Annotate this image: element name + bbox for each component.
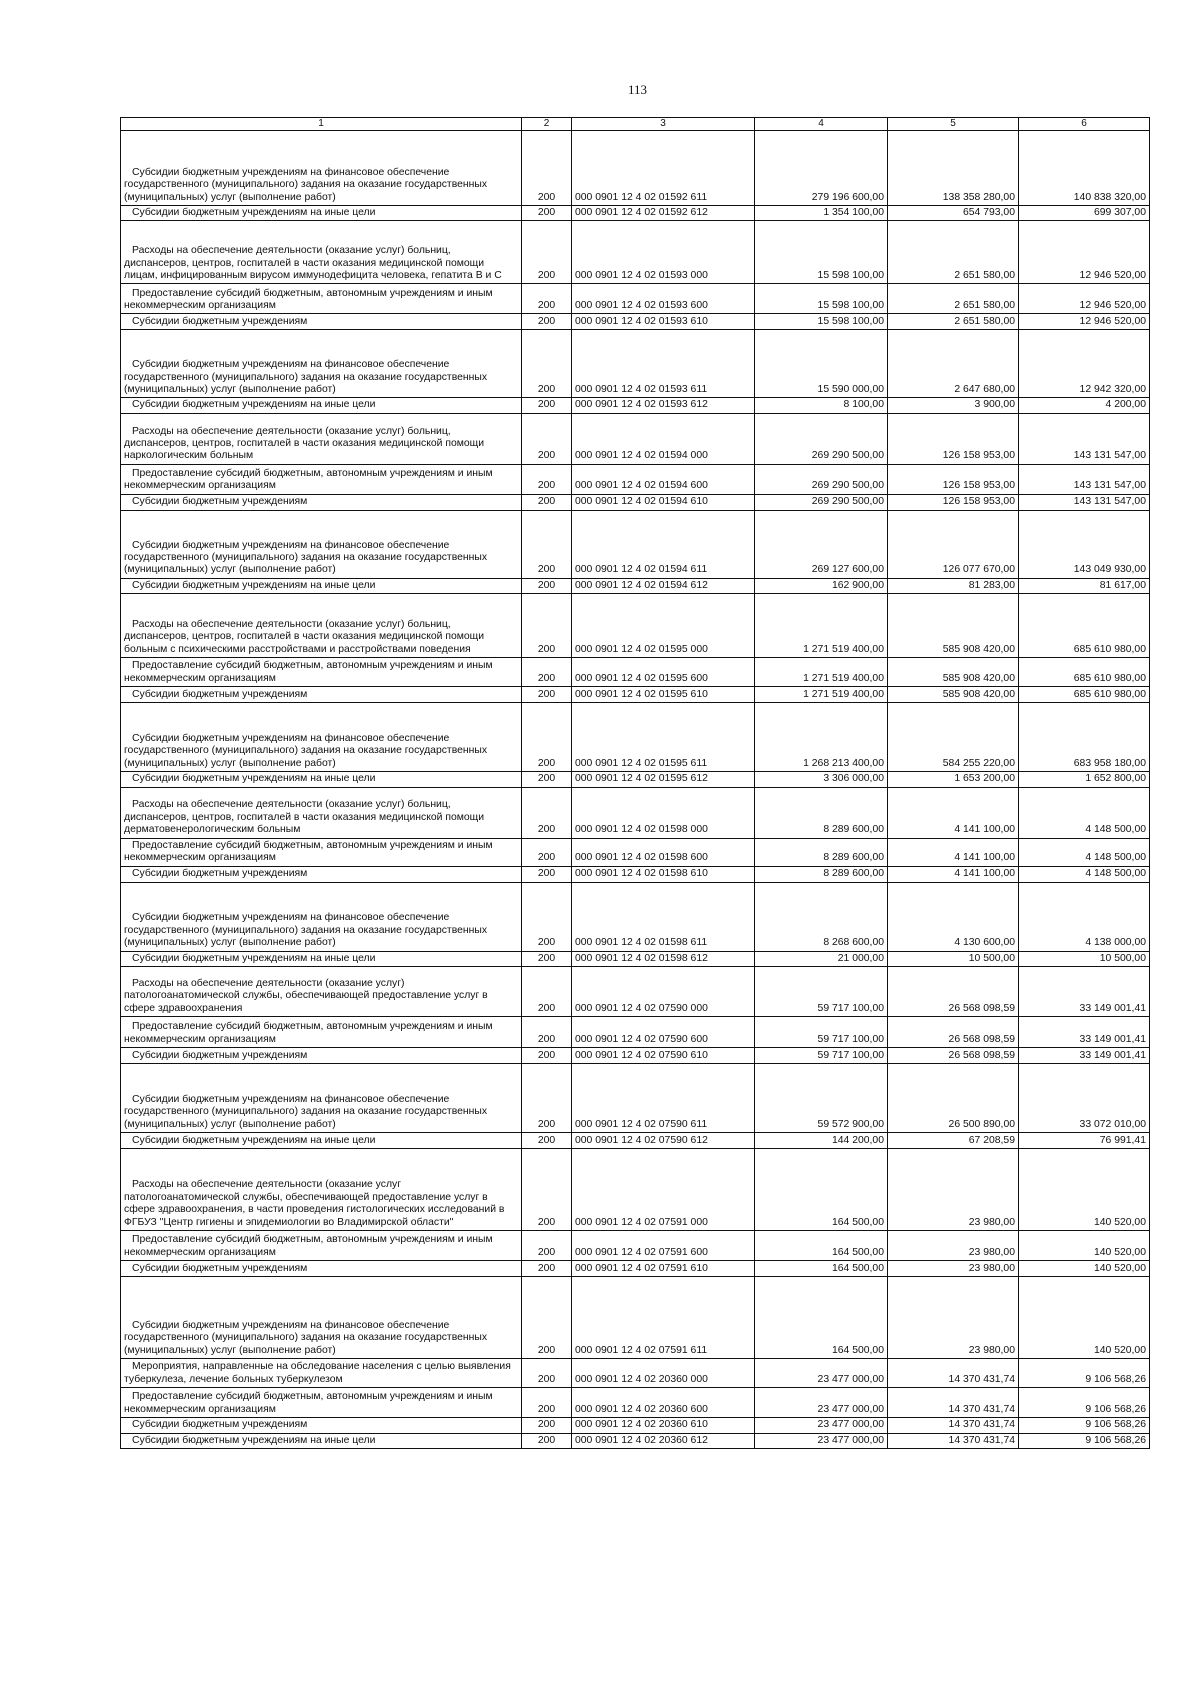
row-name-text: Субсидии бюджетным учреждениям на иные цели [132, 952, 376, 964]
column-header: 5 [888, 118, 1019, 131]
row-name-cell [121, 494, 522, 510]
row-admin-code-cell: 200 [522, 510, 572, 578]
row-amount-col5-cell: 10 500,00 [888, 951, 1019, 966]
row-admin-code-cell: 200 [522, 494, 572, 510]
row-name-text: Расходы на обеспечение деятельности (оказание услуг) больниц, диспансеров, центров, госпиталей в части оказания медицинской помощи наркологическим больным [124, 425, 485, 462]
table-row [121, 882, 1150, 951]
row-name-text: Субсидии бюджетным учреждениям на финансовое обеспечение государственного (муниципального) задания на оказание государственных (муниципальных) услуг (выполнение работ) [124, 733, 488, 769]
row-amount-col4-cell: 269 290 500,00 [755, 413, 888, 464]
row-amount-col4-cell: 15 598 100,00 [755, 221, 888, 284]
row-amount-col4-cell: 59 717 100,00 [755, 1048, 888, 1064]
row-admin-code-cell: 200 [522, 1064, 572, 1133]
row-budget-code-cell: 000 0901 12 4 02 20360 610 [572, 1418, 755, 1433]
row-budget-code-cell: 000 0901 12 4 02 07591 610 [572, 1261, 755, 1277]
row-name-cell [121, 1261, 522, 1277]
row-amount-col4-cell: 164 500,00 [755, 1231, 888, 1261]
row-amount-col6-cell: 33 149 001,41 [1019, 1048, 1150, 1064]
row-amount-col5-cell: 138 358 280,00 [888, 131, 1019, 206]
column-header: 1 [121, 118, 522, 131]
row-name-cell [121, 1133, 522, 1149]
row-name-text: Субсидии бюджетным учреждениям на иные цели [132, 399, 376, 411]
row-amount-col6-cell: 4 148 500,00 [1019, 838, 1150, 866]
table-body [121, 131, 1150, 1449]
table-row [121, 866, 1150, 882]
row-admin-code-cell: 200 [522, 398, 572, 413]
row-amount-col5-cell: 585 908 420,00 [888, 594, 1019, 658]
row-budget-code-cell: 000 0901 12 4 02 01593 600 [572, 284, 755, 314]
row-amount-col4-cell: 164 500,00 [755, 1277, 888, 1359]
row-name-text: Субсидии бюджетным учреждениям на иные цели [132, 207, 376, 218]
column-header: 2 [522, 118, 572, 131]
row-name-cell [121, 131, 522, 206]
row-name-text: Субсидии бюджетным учреждениям на иные цели [132, 1134, 376, 1146]
row-amount-col6-cell: 12 946 520,00 [1019, 221, 1150, 284]
table-row [121, 967, 1150, 1017]
row-name-cell [121, 787, 522, 838]
row-name-text: Расходы на обеспечение деятельности (оказание услуг) больниц, диспансеров, центров, госпиталей в части оказания медицинской помощи больным с психическими расстройствами и расстройствами поведения [124, 619, 485, 655]
row-name-cell [121, 951, 522, 966]
row-budget-code-cell: 000 0901 12 4 02 01595 612 [572, 772, 755, 787]
row-admin-code-cell: 200 [522, 1149, 572, 1231]
row-amount-col6-cell: 683 958 180,00 [1019, 703, 1150, 772]
row-amount-col6-cell: 12 946 520,00 [1019, 314, 1150, 330]
row-name-text: Предоставление субсидий бюджетным, автономным учреждениям и иным некоммерческим организациям [124, 1391, 493, 1415]
row-name-cell [121, 703, 522, 772]
table-row [121, 1359, 1150, 1388]
table-row [121, 1149, 1150, 1231]
row-name-cell [121, 1064, 522, 1133]
row-name-cell [121, 658, 522, 687]
row-amount-col4-cell: 23 477 000,00 [755, 1418, 888, 1433]
row-admin-code-cell: 200 [522, 330, 572, 398]
row-budget-code-cell: 000 0901 12 4 02 07590 610 [572, 1048, 755, 1064]
row-name-text: Предоставление субсидий бюджетным, автономным учреждениям и иным некоммерческим организациям [124, 1234, 493, 1258]
row-admin-code-cell: 200 [522, 206, 572, 221]
row-amount-col4-cell: 279 196 600,00 [755, 131, 888, 206]
row-amount-col6-cell: 4 200,00 [1019, 398, 1150, 413]
row-amount-col4-cell: 15 598 100,00 [755, 314, 888, 330]
row-name-cell [121, 838, 522, 866]
row-admin-code-cell: 200 [522, 464, 572, 494]
row-amount-col5-cell: 585 908 420,00 [888, 658, 1019, 687]
row-name-text: Предоставление субсидий бюджетным, автономным учреждениям и иным некоммерческим организациям [124, 468, 493, 492]
row-amount-col5-cell: 14 370 431,74 [888, 1359, 1019, 1388]
row-amount-col5-cell: 14 370 431,74 [888, 1388, 1019, 1418]
row-admin-code-cell: 200 [522, 413, 572, 464]
row-name-text: Субсидии бюджетным учреждениям [132, 688, 308, 700]
table-row [121, 658, 1150, 687]
row-amount-col5-cell: 23 980,00 [888, 1261, 1019, 1277]
row-budget-code-cell: 000 0901 12 4 02 01592 611 [572, 131, 755, 206]
row-budget-code-cell: 000 0901 12 4 02 01593 000 [572, 221, 755, 284]
row-amount-col5-cell: 26 500 890,00 [888, 1064, 1019, 1133]
row-amount-col5-cell: 2 651 580,00 [888, 314, 1019, 330]
row-admin-code-cell: 200 [522, 1433, 572, 1448]
row-amount-col4-cell: 15 590 000,00 [755, 330, 888, 398]
row-amount-col4-cell: 144 200,00 [755, 1133, 888, 1149]
row-name-text: Расходы на обеспечение деятельности (оказание услуг) больниц, диспансеров, центров, госпиталей в части оказания медицинской помощи дерматовенерологическим больным [124, 799, 485, 836]
row-amount-col5-cell: 23 980,00 [888, 1149, 1019, 1231]
row-name-cell [121, 398, 522, 413]
row-budget-code-cell: 000 0901 12 4 02 01598 612 [572, 951, 755, 966]
row-name-text: Субсидии бюджетным учреждениям [132, 1419, 308, 1431]
row-name-cell [121, 1277, 522, 1359]
row-amount-col5-cell: 14 370 431,74 [888, 1418, 1019, 1433]
row-name-cell [121, 510, 522, 578]
column-header: 3 [572, 118, 755, 131]
row-amount-col5-cell: 2 651 580,00 [888, 221, 1019, 284]
row-amount-col6-cell: 33 149 001,41 [1019, 1017, 1150, 1048]
row-amount-col4-cell: 8 289 600,00 [755, 787, 888, 838]
row-name-text: Субсидии бюджетным учреждениям на финансовое обеспечение государственного (муниципального) задания на оказание государственных (муниципальных) услуг (выполнение работ) [124, 359, 488, 395]
row-amount-col5-cell: 2 651 580,00 [888, 284, 1019, 314]
row-name-text: Расходы на обеспечение деятельности (оказание услуг) больниц, диспансеров, центров, госпиталей в части оказания медицинской помощи лицам, инфицированным вирусом иммунодефицита человека, гепатита В и С [124, 245, 502, 281]
row-budget-code-cell: 000 0901 12 4 02 01593 610 [572, 314, 755, 330]
row-name-cell [121, 866, 522, 882]
table-row [121, 1231, 1150, 1261]
row-amount-col6-cell: 12 946 520,00 [1019, 284, 1150, 314]
row-amount-col5-cell: 23 980,00 [888, 1277, 1019, 1359]
row-name-cell [121, 284, 522, 314]
table-row [121, 330, 1150, 398]
row-admin-code-cell: 200 [522, 314, 572, 330]
table-row [121, 510, 1150, 578]
row-budget-code-cell: 000 0901 12 4 02 07591 600 [572, 1231, 755, 1261]
table-row [121, 206, 1150, 221]
table-row [121, 284, 1150, 314]
row-admin-code-cell: 200 [522, 838, 572, 866]
row-admin-code-cell: 200 [522, 578, 572, 593]
row-name-cell [121, 1231, 522, 1261]
row-admin-code-cell: 200 [522, 951, 572, 966]
row-name-cell [121, 967, 522, 1017]
row-budget-code-cell: 000 0901 12 4 02 07591 611 [572, 1277, 755, 1359]
row-name-cell [121, 1149, 522, 1231]
row-amount-col6-cell: 699 307,00 [1019, 206, 1150, 221]
row-amount-col6-cell: 81 617,00 [1019, 578, 1150, 593]
row-budget-code-cell: 000 0901 12 4 02 01595 610 [572, 687, 755, 703]
row-admin-code-cell: 200 [522, 1017, 572, 1048]
row-amount-col6-cell: 140 520,00 [1019, 1261, 1150, 1277]
table-row [121, 951, 1150, 966]
table-row [121, 1388, 1150, 1418]
row-budget-code-cell: 000 0901 12 4 02 20360 612 [572, 1433, 755, 1448]
row-amount-col5-cell: 67 208,59 [888, 1133, 1019, 1149]
row-name-cell [121, 206, 522, 221]
row-name-text: Субсидии бюджетным учреждениям на финансовое обеспечение государственного (муниципального) задания на оказание государственных (муниципальных) услуг (выполнение работ) [124, 539, 488, 576]
row-name-cell [121, 314, 522, 330]
row-amount-col4-cell: 59 572 900,00 [755, 1064, 888, 1133]
row-amount-col4-cell: 269 290 500,00 [755, 464, 888, 494]
row-amount-col6-cell: 10 500,00 [1019, 951, 1150, 966]
row-name-text: Предоставление субсидий бюджетным, автономным учреждениям и иным некоммерческим организациям [124, 839, 493, 864]
row-name-text: Предоставление субсидий бюджетным, автономным учреждениям и иным некоммерческим организациям [124, 287, 493, 311]
row-admin-code-cell: 200 [522, 882, 572, 951]
table-row [121, 838, 1150, 866]
page-number: 113 [627, 82, 648, 97]
row-name-cell [121, 687, 522, 703]
row-budget-code-cell: 000 0901 12 4 02 01598 000 [572, 787, 755, 838]
row-name-text: Расходы на обеспечение деятельности (оказание услуг) патологоанатомической службы, обеспечивающей предоставление услуг в сфере здравоохранения [124, 977, 488, 1014]
row-admin-code-cell: 200 [522, 1048, 572, 1064]
row-amount-col5-cell: 4 141 100,00 [888, 838, 1019, 866]
table-row [121, 494, 1150, 510]
row-amount-col5-cell: 2 647 680,00 [888, 330, 1019, 398]
row-name-cell [121, 578, 522, 593]
row-amount-col4-cell: 8 100,00 [755, 398, 888, 413]
row-name-cell [121, 1359, 522, 1388]
row-amount-col6-cell: 140 520,00 [1019, 1149, 1150, 1231]
row-amount-col4-cell: 269 127 600,00 [755, 510, 888, 578]
row-budget-code-cell: 000 0901 12 4 02 01598 610 [572, 866, 755, 882]
row-amount-col5-cell: 1 653 200,00 [888, 772, 1019, 787]
row-amount-col6-cell: 4 148 500,00 [1019, 866, 1150, 882]
row-amount-col6-cell: 1 652 800,00 [1019, 772, 1150, 787]
row-amount-col5-cell: 81 283,00 [888, 578, 1019, 593]
row-name-cell [121, 1048, 522, 1064]
row-name-cell [121, 594, 522, 658]
table-row [121, 221, 1150, 284]
row-name-text: Субсидии бюджетным учреждениям на иные цели [132, 579, 376, 591]
row-amount-col5-cell: 14 370 431,74 [888, 1433, 1019, 1448]
row-amount-col4-cell: 23 477 000,00 [755, 1388, 888, 1418]
row-name-text: Субсидии бюджетным учреждениям [132, 868, 308, 880]
row-name-cell [121, 882, 522, 951]
row-amount-col6-cell: 143 049 930,00 [1019, 510, 1150, 578]
row-amount-col6-cell: 4 148 500,00 [1019, 787, 1150, 838]
row-amount-col4-cell: 1 271 519 400,00 [755, 594, 888, 658]
row-amount-col6-cell: 9 106 568,26 [1019, 1359, 1150, 1388]
row-admin-code-cell: 200 [522, 1231, 572, 1261]
row-amount-col6-cell: 143 131 547,00 [1019, 413, 1150, 464]
row-admin-code-cell: 200 [522, 687, 572, 703]
row-budget-code-cell: 000 0901 12 4 02 07590 612 [572, 1133, 755, 1149]
header-row [121, 118, 1150, 131]
table-row [121, 578, 1150, 593]
row-admin-code-cell: 200 [522, 1277, 572, 1359]
table-row [121, 1017, 1150, 1048]
row-amount-col4-cell: 269 290 500,00 [755, 494, 888, 510]
row-amount-col5-cell: 126 158 953,00 [888, 494, 1019, 510]
row-amount-col5-cell: 585 908 420,00 [888, 687, 1019, 703]
row-admin-code-cell: 200 [522, 967, 572, 1017]
row-admin-code-cell: 200 [522, 1388, 572, 1418]
row-name-text: Субсидии бюджетным учреждениям [132, 496, 308, 508]
row-budget-code-cell: 000 0901 12 4 02 01594 600 [572, 464, 755, 494]
row-amount-col4-cell: 164 500,00 [755, 1149, 888, 1231]
row-admin-code-cell: 200 [522, 703, 572, 772]
row-name-cell [121, 330, 522, 398]
row-name-text: Субсидии бюджетным учреждениям [132, 316, 308, 327]
row-amount-col6-cell: 143 131 547,00 [1019, 494, 1150, 510]
row-amount-col4-cell: 8 289 600,00 [755, 838, 888, 866]
table-row [121, 131, 1150, 206]
table-row [121, 594, 1150, 658]
table-row [121, 703, 1150, 772]
row-budget-code-cell: 000 0901 12 4 02 07591 000 [572, 1149, 755, 1231]
row-amount-col6-cell: 140 838 320,00 [1019, 131, 1150, 206]
row-budget-code-cell: 000 0901 12 4 02 07590 611 [572, 1064, 755, 1133]
row-name-text: Субсидии бюджетным учреждениям на финансовое обеспечение государственного (муниципального) задания на оказание государственных (муниципальных) услуг (выполнение работ) [124, 166, 488, 203]
row-amount-col5-cell: 26 568 098,59 [888, 1048, 1019, 1064]
table-row [121, 1418, 1150, 1433]
row-amount-col6-cell: 4 138 000,00 [1019, 882, 1150, 951]
row-name-cell [121, 221, 522, 284]
table-row [121, 314, 1150, 330]
table-row [121, 1261, 1150, 1277]
row-name-cell [121, 772, 522, 787]
table-row [121, 464, 1150, 494]
table-row [121, 1277, 1150, 1359]
row-name-cell [121, 464, 522, 494]
row-name-text: Субсидии бюджетным учреждениям на финансовое обеспечение государственного (муниципального) задания на оказание государственных (муниципальных) услуг (выполнение работ) [124, 1093, 488, 1130]
row-admin-code-cell: 200 [522, 772, 572, 787]
table-row [121, 398, 1150, 413]
row-amount-col6-cell: 12 942 320,00 [1019, 330, 1150, 398]
table-row [121, 1433, 1150, 1448]
row-name-text: Предоставление субсидий бюджетным, автономным учреждениям и иным некоммерческим организациям [124, 1021, 493, 1045]
row-budget-code-cell: 000 0901 12 4 02 01593 611 [572, 330, 755, 398]
row-budget-code-cell: 000 0901 12 4 02 20360 600 [572, 1388, 755, 1418]
row-name-cell [121, 1433, 522, 1448]
row-amount-col5-cell: 584 255 220,00 [888, 703, 1019, 772]
row-admin-code-cell: 200 [522, 131, 572, 206]
row-amount-col5-cell: 4 130 600,00 [888, 882, 1019, 951]
row-budget-code-cell: 000 0901 12 4 02 01595 000 [572, 594, 755, 658]
row-amount-col4-cell: 59 717 100,00 [755, 967, 888, 1017]
row-admin-code-cell: 200 [522, 787, 572, 838]
row-amount-col6-cell: 140 520,00 [1019, 1277, 1150, 1359]
row-name-text: Субсидии бюджетным учреждениям [132, 1049, 308, 1061]
table-row [121, 787, 1150, 838]
row-amount-col5-cell: 26 568 098,59 [888, 967, 1019, 1017]
row-amount-col5-cell: 126 077 670,00 [888, 510, 1019, 578]
row-name-cell [121, 1017, 522, 1048]
row-budget-code-cell: 000 0901 12 4 02 01594 612 [572, 578, 755, 593]
row-budget-code-cell: 000 0901 12 4 02 01593 612 [572, 398, 755, 413]
row-amount-col6-cell: 9 106 568,26 [1019, 1388, 1150, 1418]
row-amount-col4-cell: 164 500,00 [755, 1261, 888, 1277]
row-amount-col5-cell: 3 900,00 [888, 398, 1019, 413]
row-amount-col4-cell: 23 477 000,00 [755, 1359, 888, 1388]
column-header: 6 [1019, 118, 1150, 131]
row-amount-col6-cell: 9 106 568,26 [1019, 1433, 1150, 1448]
row-amount-col5-cell: 126 158 953,00 [888, 464, 1019, 494]
row-admin-code-cell: 200 [522, 1359, 572, 1388]
row-amount-col5-cell: 4 141 100,00 [888, 866, 1019, 882]
row-name-text: Субсидии бюджетным учреждениям на иные цели [132, 773, 376, 785]
row-admin-code-cell: 200 [522, 1261, 572, 1277]
row-admin-code-cell: 200 [522, 1418, 572, 1433]
table-row [121, 413, 1150, 464]
row-amount-col4-cell: 1 271 519 400,00 [755, 658, 888, 687]
row-budget-code-cell: 000 0901 12 4 02 01592 612 [572, 206, 755, 221]
row-budget-code-cell: 000 0901 12 4 02 07590 600 [572, 1017, 755, 1048]
row-name-text: Мероприятия, направленные на обследование населения с целью выявления туберкулеза, лечение больных туберкулезом [124, 1361, 511, 1385]
row-name-cell [121, 413, 522, 464]
table-row [121, 687, 1150, 703]
row-amount-col6-cell: 9 106 568,26 [1019, 1418, 1150, 1433]
row-amount-col4-cell: 15 598 100,00 [755, 284, 888, 314]
row-amount-col4-cell: 162 900,00 [755, 578, 888, 593]
row-amount-col6-cell: 685 610 980,00 [1019, 658, 1150, 687]
row-amount-col6-cell: 33 149 001,41 [1019, 967, 1150, 1017]
row-name-text: Субсидии бюджетным учреждениям на иные цели [132, 1434, 376, 1446]
table-row [121, 1064, 1150, 1133]
row-admin-code-cell: 200 [522, 658, 572, 687]
row-name-text: Субсидии бюджетным учреждениям на финансовое обеспечение государственного (муниципального) задания на оказание государственных (муниципальных) услуг (выполнение работ) [124, 1319, 488, 1356]
row-budget-code-cell: 000 0901 12 4 02 01594 611 [572, 510, 755, 578]
budget-table [120, 117, 1150, 1449]
row-amount-col4-cell: 8 268 600,00 [755, 882, 888, 951]
row-budget-code-cell: 000 0901 12 4 02 01598 600 [572, 838, 755, 866]
row-budget-code-cell: 000 0901 12 4 02 01595 600 [572, 658, 755, 687]
row-name-text: Расходы на обеспечение деятельности (оказание услуг патологоанатомической службы, обеспечивающей предоставление услуг в сфере здравоохранения, в части проведения гистологических исследований в ФГБУЗ "Центр гигиены и эпидемиологии во Владимирской области" [124, 1179, 505, 1228]
row-amount-col4-cell: 23 477 000,00 [755, 1433, 888, 1448]
row-amount-col6-cell: 685 610 980,00 [1019, 594, 1150, 658]
row-budget-code-cell: 000 0901 12 4 02 01598 611 [572, 882, 755, 951]
row-amount-col4-cell: 3 306 000,00 [755, 772, 888, 787]
row-admin-code-cell: 200 [522, 284, 572, 314]
row-amount-col5-cell: 654 793,00 [888, 206, 1019, 221]
row-amount-col4-cell: 1 354 100,00 [755, 206, 888, 221]
row-budget-code-cell: 000 0901 12 4 02 07590 000 [572, 967, 755, 1017]
column-header: 4 [755, 118, 888, 131]
row-name-text: Субсидии бюджетным учреждениям [132, 1262, 308, 1274]
row-admin-code-cell: 200 [522, 221, 572, 284]
row-amount-col4-cell: 8 289 600,00 [755, 866, 888, 882]
row-budget-code-cell: 000 0901 12 4 02 20360 000 [572, 1359, 755, 1388]
row-amount-col4-cell: 21 000,00 [755, 951, 888, 966]
row-amount-col6-cell: 76 991,41 [1019, 1133, 1150, 1149]
row-amount-col6-cell: 140 520,00 [1019, 1231, 1150, 1261]
row-name-text: Предоставление субсидий бюджетным, автономным учреждениям и иным некоммерческим организациям [124, 660, 493, 684]
row-name-text: Субсидии бюджетным учреждениям на финансовое обеспечение государственного (муниципального) задания на оказание государственных (муниципальных) услуг (выполнение работ) [124, 912, 488, 949]
row-budget-code-cell: 000 0901 12 4 02 01594 610 [572, 494, 755, 510]
row-admin-code-cell: 200 [522, 866, 572, 882]
table-row [121, 1048, 1150, 1064]
row-name-cell [121, 1418, 522, 1433]
row-amount-col5-cell: 26 568 098,59 [888, 1017, 1019, 1048]
row-amount-col6-cell: 143 131 547,00 [1019, 464, 1150, 494]
row-amount-col6-cell: 33 072 010,00 [1019, 1064, 1150, 1133]
row-amount-col6-cell: 685 610 980,00 [1019, 687, 1150, 703]
row-admin-code-cell: 200 [522, 1133, 572, 1149]
row-budget-code-cell: 000 0901 12 4 02 01594 000 [572, 413, 755, 464]
row-amount-col4-cell: 59 717 100,00 [755, 1017, 888, 1048]
row-amount-col5-cell: 4 141 100,00 [888, 787, 1019, 838]
row-budget-code-cell: 000 0901 12 4 02 01595 611 [572, 703, 755, 772]
table-row [121, 772, 1150, 787]
table-row [121, 1133, 1150, 1149]
row-amount-col4-cell: 1 271 519 400,00 [755, 687, 888, 703]
row-admin-code-cell: 200 [522, 594, 572, 658]
row-amount-col5-cell: 126 158 953,00 [888, 413, 1019, 464]
row-name-cell [121, 1388, 522, 1418]
row-amount-col5-cell: 23 980,00 [888, 1231, 1019, 1261]
row-amount-col4-cell: 1 268 213 400,00 [755, 703, 888, 772]
